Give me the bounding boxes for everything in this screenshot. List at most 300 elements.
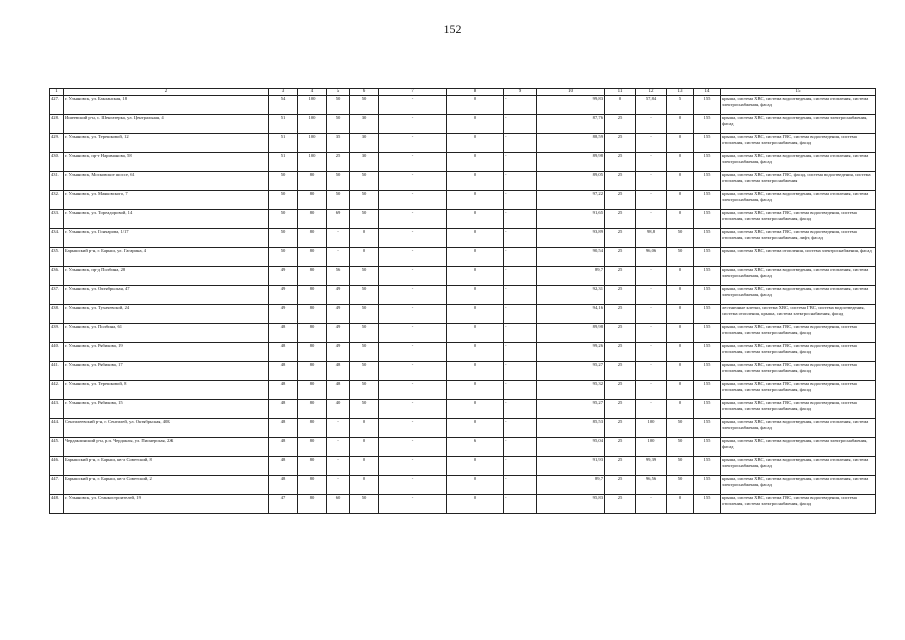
col12-cell: - <box>636 134 667 153</box>
works-cell: крыша, система ХВС, система ГВС, система водоотведения, система отопления, система электроснабжения, фасад <box>721 343 876 362</box>
col4-cell: 100 <box>298 96 327 115</box>
col10-cell: 95,04 <box>537 438 605 457</box>
col3-cell: 49 <box>269 267 298 286</box>
address-cell: г. Ульяновск, ул. Октябрьская, 47 <box>64 286 269 305</box>
col14-cell: 155 <box>694 153 721 172</box>
col7-cell: - <box>379 191 447 210</box>
col11-cell: 25 <box>605 400 636 419</box>
address-cell: г. Ульяновск, ул. Полбина, 61 <box>64 324 269 343</box>
col4-cell: 80 <box>298 419 327 438</box>
works-cell: крыша, система ХВС, система водоотведения, система электроснабжения, фасад <box>721 438 876 457</box>
col4-cell: 100 <box>298 134 327 153</box>
col13-cell: 0 <box>667 172 694 191</box>
col8-cell: 0 <box>447 153 504 172</box>
col12-cell: - <box>636 343 667 362</box>
col13-cell: 5 <box>667 96 694 115</box>
col7-cell: - <box>379 362 447 381</box>
table-row <box>50 267 876 286</box>
works-cell: крыша, система ХВС, система водоотведения, система отопления, система электроснабжения, фасад <box>721 267 876 286</box>
col3-cell: 48 <box>269 362 298 381</box>
table-row <box>50 476 876 495</box>
row-number: 435. <box>50 248 64 267</box>
col7-cell: - <box>379 267 447 286</box>
column-number-13: 13 <box>667 89 694 96</box>
col6-cell: 50 <box>350 210 379 229</box>
col14-cell: 155 <box>694 362 721 381</box>
col9-cell: - <box>504 172 537 191</box>
col11-cell: 25 <box>605 457 636 476</box>
table-row <box>50 134 876 153</box>
col14-cell: 155 <box>694 248 721 267</box>
works-cell: крыша, система ХВС, система водоотведения, система отопления, система электроснабжения, фасад <box>721 286 876 305</box>
col3-cell: 49 <box>269 305 298 324</box>
col5-cell: 50 <box>327 172 350 191</box>
row-number: 433. <box>50 210 64 229</box>
col8-cell: 0 <box>447 210 504 229</box>
col8-cell: 0 <box>447 191 504 210</box>
col12-cell: - <box>636 153 667 172</box>
row-number: 438. <box>50 305 64 324</box>
col10-cell: 95,27 <box>537 362 605 381</box>
col7-cell: - <box>379 324 447 343</box>
row-number: 439. <box>50 324 64 343</box>
col8-cell: 6 <box>447 438 504 457</box>
col6-cell: 50 <box>350 286 379 305</box>
col14-cell: 155 <box>694 476 721 495</box>
col3-cell: 48 <box>269 419 298 438</box>
row-number: 444. <box>50 419 64 438</box>
col3-cell: 48 <box>269 400 298 419</box>
col5-cell: 50 <box>327 115 350 134</box>
col3-cell: 50 <box>269 191 298 210</box>
address-cell: Барышский р-н, г. Барыш, ул. Гагарина, 4 <box>64 248 269 267</box>
works-cell: крыша, система ХВС, система водоотведения, система отопления, система электроснабжения, фасад <box>721 96 876 115</box>
col10-cell: 90,54 <box>537 248 605 267</box>
col8-cell: 0 <box>447 381 504 400</box>
col10-cell: 93,89 <box>537 229 605 248</box>
col13-cell: 50 <box>667 419 694 438</box>
col8-cell: 0 <box>447 229 504 248</box>
col7-cell: - <box>379 210 447 229</box>
row-number: 441. <box>50 362 64 381</box>
col14-cell: 155 <box>694 115 721 134</box>
col5-cell: - <box>327 476 350 495</box>
table-row <box>50 229 876 248</box>
col13-cell: 0 <box>667 286 694 305</box>
works-cell: крыша, система ХВС, система ГВС, система водоотведения, система отопления, система электроснабжения, фасад <box>721 362 876 381</box>
address-cell: г. Ульяновск, ул. Тухачевской, 24 <box>64 305 269 324</box>
col10-cell: 95,27 <box>537 400 605 419</box>
row-number: 443. <box>50 400 64 419</box>
col9-cell: - <box>504 343 537 362</box>
col8-cell: 0 <box>447 286 504 305</box>
col8-cell: 0 <box>447 267 504 286</box>
works-cell: крыша, система ХВС, система водоотведения, система отопления, система электроснабжения, фасад <box>721 153 876 172</box>
column-number-12: 12 <box>636 89 667 96</box>
col13-cell: 0 <box>667 495 694 514</box>
col8-cell: 0 <box>447 96 504 115</box>
col12-cell: - <box>636 172 667 191</box>
col14-cell: 155 <box>694 229 721 248</box>
address-cell: Сенгилеевский р-н, г. Сенгилей, ул. Октябрьская, 40Б <box>64 419 269 438</box>
col5-cell: 40 <box>327 400 350 419</box>
col5-cell: - <box>327 419 350 438</box>
works-cell: крыша, система ХВС, система водоотведения, система электроснабжения, фасад <box>721 115 876 134</box>
col10-cell: 89,7 <box>537 267 605 286</box>
col10-cell: 99,26 <box>537 343 605 362</box>
col3-cell: 48 <box>269 324 298 343</box>
col9-cell: - <box>504 324 537 343</box>
col12-cell: - <box>636 210 667 229</box>
works-cell: крыша, система ХВС, система ГВС, система водоотведения, система отопления, система электроснабжения, фасад <box>721 324 876 343</box>
col6-cell: 30 <box>350 153 379 172</box>
col12-cell: - <box>636 115 667 134</box>
col5-cell: 48 <box>327 381 350 400</box>
col8-cell: 0 <box>447 324 504 343</box>
col6-cell: 0 <box>350 229 379 248</box>
col7-cell: - <box>379 495 447 514</box>
col4-cell: 80 <box>298 476 327 495</box>
col4-cell: 80 <box>298 381 327 400</box>
col8-cell: 0 <box>447 343 504 362</box>
column-number-14: 14 <box>694 89 721 96</box>
col8-cell: 0 <box>447 457 504 476</box>
col13-cell: 0 <box>667 324 694 343</box>
col11-cell: 25 <box>605 362 636 381</box>
table-row <box>50 438 876 457</box>
address-cell: г. Ульяновск, ул. Гончарова, 1/17 <box>64 229 269 248</box>
col6-cell: 30 <box>350 134 379 153</box>
col4-cell: 80 <box>298 229 327 248</box>
col14-cell: 155 <box>694 172 721 191</box>
col6-cell: 50 <box>350 305 379 324</box>
col7-cell: - <box>379 115 447 134</box>
col3-cell: 51 <box>269 153 298 172</box>
col13-cell: 0 <box>667 210 694 229</box>
column-number-6: 6 <box>350 89 379 96</box>
col9-cell: - <box>504 457 537 476</box>
col4-cell: 80 <box>298 210 327 229</box>
col5-cell: 50 <box>327 96 350 115</box>
col5-cell: 48 <box>327 362 350 381</box>
column-number-row <box>50 89 876 96</box>
address-cell: г. Ульяновск, ул. Тореадоровой, 14 <box>64 210 269 229</box>
col5-cell: 69 <box>327 210 350 229</box>
col13-cell: 50 <box>667 476 694 495</box>
table-row <box>50 495 876 514</box>
col7-cell: - <box>379 229 447 248</box>
col9-cell: - <box>504 286 537 305</box>
col5-cell: 35 <box>327 134 350 153</box>
col13-cell: 0 <box>667 381 694 400</box>
col9-cell: - <box>504 400 537 419</box>
col9-cell: - <box>504 153 537 172</box>
row-number: 448. <box>50 495 64 514</box>
col4-cell: 80 <box>298 324 327 343</box>
works-cell: крыша, система ХВС, система ГВС, система водоотведения, система отопления, система электроснабжения, фасад <box>721 495 876 514</box>
col12-cell: 98,8 <box>636 229 667 248</box>
col8-cell: 0 <box>447 305 504 324</box>
col9-cell: - <box>504 96 537 115</box>
table-row <box>50 305 876 324</box>
row-number: 431. <box>50 172 64 191</box>
col13-cell: 0 <box>667 134 694 153</box>
col14-cell: 155 <box>694 324 721 343</box>
column-number-9: 9 <box>504 89 537 96</box>
col6-cell: 0 <box>350 476 379 495</box>
address-cell: Барышский р-н, г. Барыш, кв-л Советский, 8 <box>64 457 269 476</box>
row-number: 427. <box>50 96 64 115</box>
col7-cell: - <box>379 134 447 153</box>
col11-cell: 25 <box>605 286 636 305</box>
col12-cell: 99,39 <box>636 457 667 476</box>
col6-cell: 0 <box>350 248 379 267</box>
row-number: 446. <box>50 457 64 476</box>
col4-cell: 80 <box>298 343 327 362</box>
col5-cell: 56 <box>327 267 350 286</box>
address-cell: г. Ульяновск, ул. Терешковой, 12 <box>64 134 269 153</box>
col9-cell: - <box>504 381 537 400</box>
table-row <box>50 286 876 305</box>
col5-cell: 49 <box>327 343 350 362</box>
col7-cell: - <box>379 96 447 115</box>
col10-cell: 92,31 <box>537 286 605 305</box>
col13-cell: 0 <box>667 267 694 286</box>
col8-cell: 0 <box>447 115 504 134</box>
col6-cell: 50 <box>350 96 379 115</box>
col3-cell: 48 <box>269 476 298 495</box>
column-number-5: 5 <box>327 89 350 96</box>
table-row <box>50 115 876 134</box>
col12-cell: - <box>636 305 667 324</box>
works-cell: крыша, система ХВС, система отопления, система электроснабжения, фасад <box>721 248 876 267</box>
col9-cell: - <box>504 210 537 229</box>
col7-cell: - <box>379 343 447 362</box>
address-cell: Чердаклинский р-н, р.п. Чердаклы, ул. Пионерская, 2Ж <box>64 438 269 457</box>
table-row <box>50 419 876 438</box>
col5-cell: - <box>327 438 350 457</box>
col10-cell: 91,93 <box>537 457 605 476</box>
col9-cell: - <box>504 134 537 153</box>
address-cell: г. Ульяновск, ул. Рябикова, 17 <box>64 362 269 381</box>
col11-cell: 25 <box>605 248 636 267</box>
col11-cell: 25 <box>605 229 636 248</box>
col14-cell: 155 <box>694 286 721 305</box>
row-number: 440. <box>50 343 64 362</box>
address-cell: г. Ульяновск, ул. Маяковского, 7 <box>64 191 269 210</box>
col6-cell: 50 <box>350 381 379 400</box>
col3-cell: 54 <box>269 96 298 115</box>
col13-cell: 0 <box>667 343 694 362</box>
col4-cell: 80 <box>298 305 327 324</box>
col4-cell: 100 <box>298 153 327 172</box>
works-cell: крыша, система ХВС, система ГВС, система водоотведения, система отопления, система электроснабжения, лифт, фасад <box>721 229 876 248</box>
col5-cell: 49 <box>327 286 350 305</box>
col12-cell: - <box>636 191 667 210</box>
works-cell: крыша, система ХВС, система ГВС, система водоотведения, система отопления, система электроснабжения, фасад <box>721 381 876 400</box>
column-number-10: 10 <box>537 89 605 96</box>
column-number-8: 8 <box>447 89 504 96</box>
col12-cell: 100 <box>636 419 667 438</box>
col3-cell: 50 <box>269 248 298 267</box>
col12-cell: - <box>636 286 667 305</box>
column-number-4: 4 <box>298 89 327 96</box>
column-number-11: 11 <box>605 89 636 96</box>
col10-cell: 87,76 <box>537 115 605 134</box>
repair-schedule-table <box>49 88 876 514</box>
col12-cell: - <box>636 324 667 343</box>
col7-cell: - <box>379 438 447 457</box>
col11-cell: 25 <box>605 115 636 134</box>
col5-cell: 49 <box>327 324 350 343</box>
col4-cell: 80 <box>298 362 327 381</box>
table-row <box>50 153 876 172</box>
col3-cell: 48 <box>269 343 298 362</box>
col8-cell: 0 <box>447 362 504 381</box>
col14-cell: 155 <box>694 96 721 115</box>
row-number: 432. <box>50 191 64 210</box>
col13-cell: 0 <box>667 191 694 210</box>
col11-cell: 25 <box>605 191 636 210</box>
col8-cell: 0 <box>447 419 504 438</box>
col5-cell: 25 <box>327 153 350 172</box>
col9-cell: - <box>504 115 537 134</box>
col8-cell: 0 <box>447 495 504 514</box>
col14-cell: 155 <box>694 400 721 419</box>
col8-cell: 0 <box>447 476 504 495</box>
col5-cell: - <box>327 457 350 476</box>
col6-cell: 30 <box>350 115 379 134</box>
table-row <box>50 343 876 362</box>
column-number-7: 7 <box>379 89 447 96</box>
col12-cell: - <box>636 495 667 514</box>
col6-cell: 50 <box>350 495 379 514</box>
table-row <box>50 248 876 267</box>
col11-cell: 25 <box>605 419 636 438</box>
works-cell: крыша, система ХВС, система ГВС, система водоотведения, система отопления, система электроснабжения, фасад <box>721 400 876 419</box>
address-cell: г. Ульяновск, ул. Рябикова, 19 <box>64 343 269 362</box>
col11-cell: 25 <box>605 210 636 229</box>
col10-cell: 97,22 <box>537 191 605 210</box>
table-row <box>50 457 876 476</box>
col10-cell: 91,65 <box>537 210 605 229</box>
col11-cell: 25 <box>605 153 636 172</box>
col6-cell: 50 <box>350 400 379 419</box>
col10-cell: 89,98 <box>537 153 605 172</box>
col4-cell: 80 <box>298 400 327 419</box>
col12-cell: - <box>636 400 667 419</box>
col13-cell: 0 <box>667 305 694 324</box>
col3-cell: 50 <box>269 172 298 191</box>
col3-cell: 48 <box>269 381 298 400</box>
col6-cell: 0 <box>350 457 379 476</box>
col7-cell: - <box>379 153 447 172</box>
table-row <box>50 400 876 419</box>
row-number: 429. <box>50 134 64 153</box>
col11-cell: 25 <box>605 324 636 343</box>
col3-cell: 51 <box>269 115 298 134</box>
col11-cell: 25 <box>605 172 636 191</box>
col14-cell: 155 <box>694 457 721 476</box>
col13-cell: 0 <box>667 115 694 134</box>
table-row <box>50 324 876 343</box>
col6-cell: 50 <box>350 343 379 362</box>
address-cell: г. Ульяновск, ул. Бакланская, 18 <box>64 96 269 115</box>
col6-cell: 50 <box>350 267 379 286</box>
row-number: 445. <box>50 438 64 457</box>
col9-cell: - <box>504 362 537 381</box>
column-number-15: 15 <box>721 89 876 96</box>
col7-cell: - <box>379 248 447 267</box>
works-cell: крыша, система ХВС, система ГВС, система водоотведения, система отопления, система электроснабжения, фасад <box>721 210 876 229</box>
col3-cell: 50 <box>269 229 298 248</box>
col4-cell: 80 <box>298 248 327 267</box>
row-number: 430. <box>50 153 64 172</box>
address-cell: г. Ульяновск, пр-т Нариманова, 58 <box>64 153 269 172</box>
col13-cell: 0 <box>667 400 694 419</box>
col9-cell: - <box>504 305 537 324</box>
col11-cell: 25 <box>605 476 636 495</box>
col12-cell: - <box>636 267 667 286</box>
col12-cell: 100 <box>636 438 667 457</box>
col14-cell: 155 <box>694 305 721 324</box>
col7-cell: - <box>379 286 447 305</box>
table-row <box>50 381 876 400</box>
col10-cell: 89,7 <box>537 476 605 495</box>
col11-cell: 0 <box>605 96 636 115</box>
col5-cell: 49 <box>327 305 350 324</box>
col3-cell: 50 <box>269 210 298 229</box>
col13-cell: 50 <box>667 438 694 457</box>
col3-cell: 51 <box>269 134 298 153</box>
col7-cell: - <box>379 305 447 324</box>
col11-cell: 25 <box>605 381 636 400</box>
col7-cell: - <box>379 400 447 419</box>
col14-cell: 155 <box>694 495 721 514</box>
col14-cell: 155 <box>694 381 721 400</box>
col6-cell: 50 <box>350 324 379 343</box>
col11-cell: 25 <box>605 267 636 286</box>
col4-cell: 80 <box>298 172 327 191</box>
col9-cell: - <box>504 248 537 267</box>
works-cell: крыша, система ХВС, система водоотведения, система отопления, система электроснабжения, фасад <box>721 419 876 438</box>
works-cell: лестничные клетки, система ХВС, система ГВС, система водоотведения, система отопления, крыша, система электроснабжения, фасад <box>721 305 876 324</box>
row-number: 434. <box>50 229 64 248</box>
col11-cell: 25 <box>605 343 636 362</box>
col14-cell: 155 <box>694 343 721 362</box>
col4-cell: 80 <box>298 267 327 286</box>
address-cell: Ишеевский р-н, с. Шенгатерка, ул. Центральная, 4 <box>64 115 269 134</box>
col3-cell: 48 <box>269 457 298 476</box>
row-number: 436. <box>50 267 64 286</box>
col8-cell: 0 <box>447 248 504 267</box>
table-row <box>50 172 876 191</box>
col14-cell: 155 <box>694 210 721 229</box>
col9-cell: - <box>504 267 537 286</box>
col5-cell: - <box>327 248 350 267</box>
col9-cell: - <box>504 191 537 210</box>
column-number-1: 1 <box>50 89 64 96</box>
col12-cell: - <box>636 381 667 400</box>
col10-cell: 95,83 <box>537 495 605 514</box>
col9-cell: - <box>504 438 537 457</box>
col14-cell: 155 <box>694 134 721 153</box>
table-row <box>50 362 876 381</box>
works-cell: крыша, система ХВС, система ГВС, система водоотведения, система отопления, система электроснабжения, фасад <box>721 134 876 153</box>
row-number: 447. <box>50 476 64 495</box>
col7-cell: - <box>379 476 447 495</box>
col12-cell: 57,84 <box>636 96 667 115</box>
